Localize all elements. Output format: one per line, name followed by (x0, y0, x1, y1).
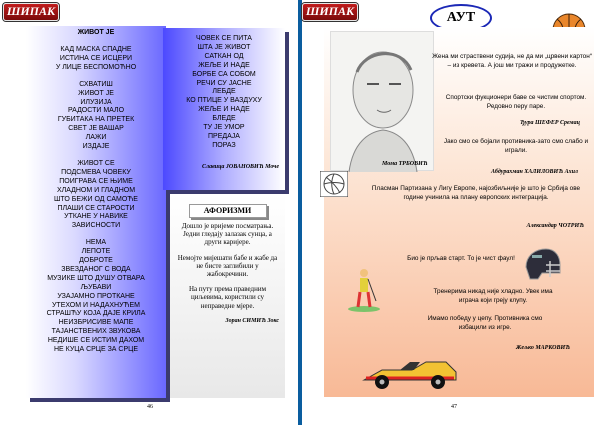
poem-line: ИСТИНА СЕ ИСЦЕРИ (59, 54, 133, 62)
poem-line: ЛАЖИ (85, 134, 107, 142)
poem-line: РЕЧИ СУ ЈАСНЕ (196, 79, 252, 87)
page-number: 47 (451, 404, 457, 410)
poem-line (26, 73, 166, 81)
poem-line: СТРАШЋУ КОЈА ДАЈЕ КРИЛА (46, 310, 146, 318)
volleyball-icon (320, 171, 348, 197)
poem-title: ЖИВОТ ЈЕ (77, 29, 115, 36)
poem-line (26, 231, 166, 239)
poem-line: КАД МАСКА СПАДНЕ (60, 46, 132, 53)
poem-covek-se-pita (163, 28, 285, 190)
poem-line: УТЕХОМ И НАДАХНУЋЕМ (51, 301, 141, 309)
poem-line: ПРЕДАЈА (208, 132, 240, 140)
portrait-sketch (330, 31, 434, 171)
poem-line: ПЛАШИ СЕ СТАРОСТИ (57, 204, 135, 212)
football-helmet-icon (522, 247, 562, 281)
aphorisms-list (170, 222, 285, 310)
poem-line: НЕМА (85, 239, 107, 247)
poem-line: ПОДСМЕВА ЧОВЕКУ (61, 168, 131, 176)
author-cotric: Александар ЧОТРИЋ (526, 223, 584, 229)
poem-line (26, 38, 166, 46)
poem-line: ТАЈАНСТВЕНИХ ЗВУКОВА (51, 328, 141, 336)
portrait-caption: Мома ТРБОВИЋ (382, 161, 428, 167)
poem-line: ЧОВЕК СЕ ПИТА (196, 35, 252, 42)
poem-line: ЗВЕЗДАНОГ С ВОДА (61, 265, 131, 273)
poem-line: ЖИВОТ СЕ (77, 159, 115, 167)
poem-line: ШТА ЈЕ ЖИВОТ (197, 43, 251, 51)
aphorisms-signature: Зоран СИМИЋ Зокс (225, 317, 279, 324)
poem-line: ИЛУЗИЈА (80, 98, 112, 106)
poem-line: ИЗДАЈЕ (82, 143, 110, 151)
aphorism-item: Немојте мијешати бабе и жабе да не бисте заглибили у жабокречини. (177, 253, 278, 279)
aphorism-6: Тренерима никад није хладно. Увек има играча који греју клупу. (433, 288, 553, 304)
poem-line: ЖЕЉЕ И НАДЕ (198, 61, 250, 69)
poem-line: РАДОСТИ МАЛО (67, 107, 125, 115)
poem-line: ДОБРОТЕ (79, 257, 113, 265)
poem-line: СХВАТИШ (79, 80, 113, 88)
poem-line: УТКАНЕ У НАВИКЕ (64, 213, 128, 221)
poem-line: БЛЕДЕ (212, 115, 236, 123)
aphorism-7: Имамо победу у цепу. Противника смо избацили из игре. (427, 315, 543, 331)
author-markovic: Жељко МАРКОВИЋ (515, 345, 570, 351)
poem-line: ПОРАЗ (212, 141, 236, 149)
poem-line: ТУ ЈЕ УМОР (203, 124, 245, 132)
aphorisms-box (170, 195, 285, 398)
poem-line: ПОИГРАВА СЕ ЊИМЕ (59, 177, 133, 185)
poem-line (26, 152, 166, 160)
aphorisms-title: АФОРИЗМИ (189, 204, 267, 218)
poem-line: НЕИЗБРИСИВЕ МАПЕ (58, 319, 134, 327)
poem-line: МУЗИКЕ ШТО ДУШУ ОТВАРА (47, 274, 145, 282)
poem-line: САТКАН ОД (204, 52, 244, 60)
aphorism-4: Пласман Партизана у Лигу Европе, најозбиљније је што је Србија ове године учинила на плану европских интеграција. (371, 185, 581, 201)
poem-line: ХЛАДНОМ И ГЛАДНОМ (56, 186, 136, 194)
poem-line: ШТО БЕЖИ ОД САМОЋЕ (54, 195, 138, 203)
section-badge: АУТ (430, 4, 492, 32)
magazine-logo: ШИПАК (302, 3, 358, 21)
poem-line: НЕ КУЦА СРЦЕ ЗА СРЦЕ (54, 346, 138, 354)
author-sefer: Ђура ШЕФЕР Сремац (520, 120, 580, 126)
poem-line: ЖЕЉЕ И НАДЕ (198, 106, 250, 114)
poem-zivot-je (26, 26, 166, 398)
poem-line: ЛЕПОТЕ (81, 248, 111, 256)
humor-section (324, 27, 594, 397)
author-halilovic: Абдурахман ХАЛИЛОВИЋ Ахил (490, 169, 578, 175)
poem-signature: Славица ЈОВАНОВИЋ Моче (202, 163, 279, 170)
golfer-icon (346, 267, 382, 313)
poem-line: СВЕТ ЈЕ ВАШАР (68, 125, 124, 133)
aphorism-item: Дошло је вријеме посматрања. Једни гледају залазак сунца, а други каријере. (181, 222, 274, 247)
poem-line: У ЛИЦЕ БЕСПОМОЋНО (55, 63, 137, 71)
poem-line: ЖИВОТ ЈЕ (78, 89, 114, 97)
poem-line: НЕДИШЕ СЕ ИСТИМ ДАХОМ (47, 337, 145, 345)
right-page (302, 0, 600, 425)
poem-line: ЛЕБДЕ (212, 88, 236, 96)
poem-lines (163, 35, 285, 151)
poem-line: БОРБЕ СА СОБОМ (192, 70, 256, 78)
poem-line: ЉУБАВИ (80, 283, 112, 291)
aphorism-1: Жена ми страствени судија, не да ми „црвени картон“ – из кревета. А још ми тражи и продужетке. (432, 53, 592, 69)
poem-line: ГУБИТАКА НА ПРЕТЕК (57, 116, 135, 124)
poem-line: УЗАЈАМНО ПРОТКАНЕ (57, 292, 135, 300)
poem-line: ЗАВИСНОСТИ (71, 222, 121, 230)
magazine-logo: ШИПАК (3, 3, 59, 21)
left-page (0, 0, 298, 425)
poem-lines (26, 38, 166, 355)
page-number: 46 (147, 404, 153, 410)
aphorism-2: Спортски фукционери баве се чистим спортом. Редовно перу паре. (445, 94, 587, 110)
aphorism-3: Јако смо се бојали противника-зато смо слабо и играли. (443, 138, 589, 154)
aphorism-item: На путу према праведним циљевима, користили су неправедне мјере. (188, 285, 267, 310)
race-car-icon (360, 352, 460, 392)
poem-line: КО ПТИЦЕ У ВАЗДУХУ (186, 97, 262, 105)
aphorism-5: Био је прљав старт. То је чист фаул! (407, 255, 515, 262)
